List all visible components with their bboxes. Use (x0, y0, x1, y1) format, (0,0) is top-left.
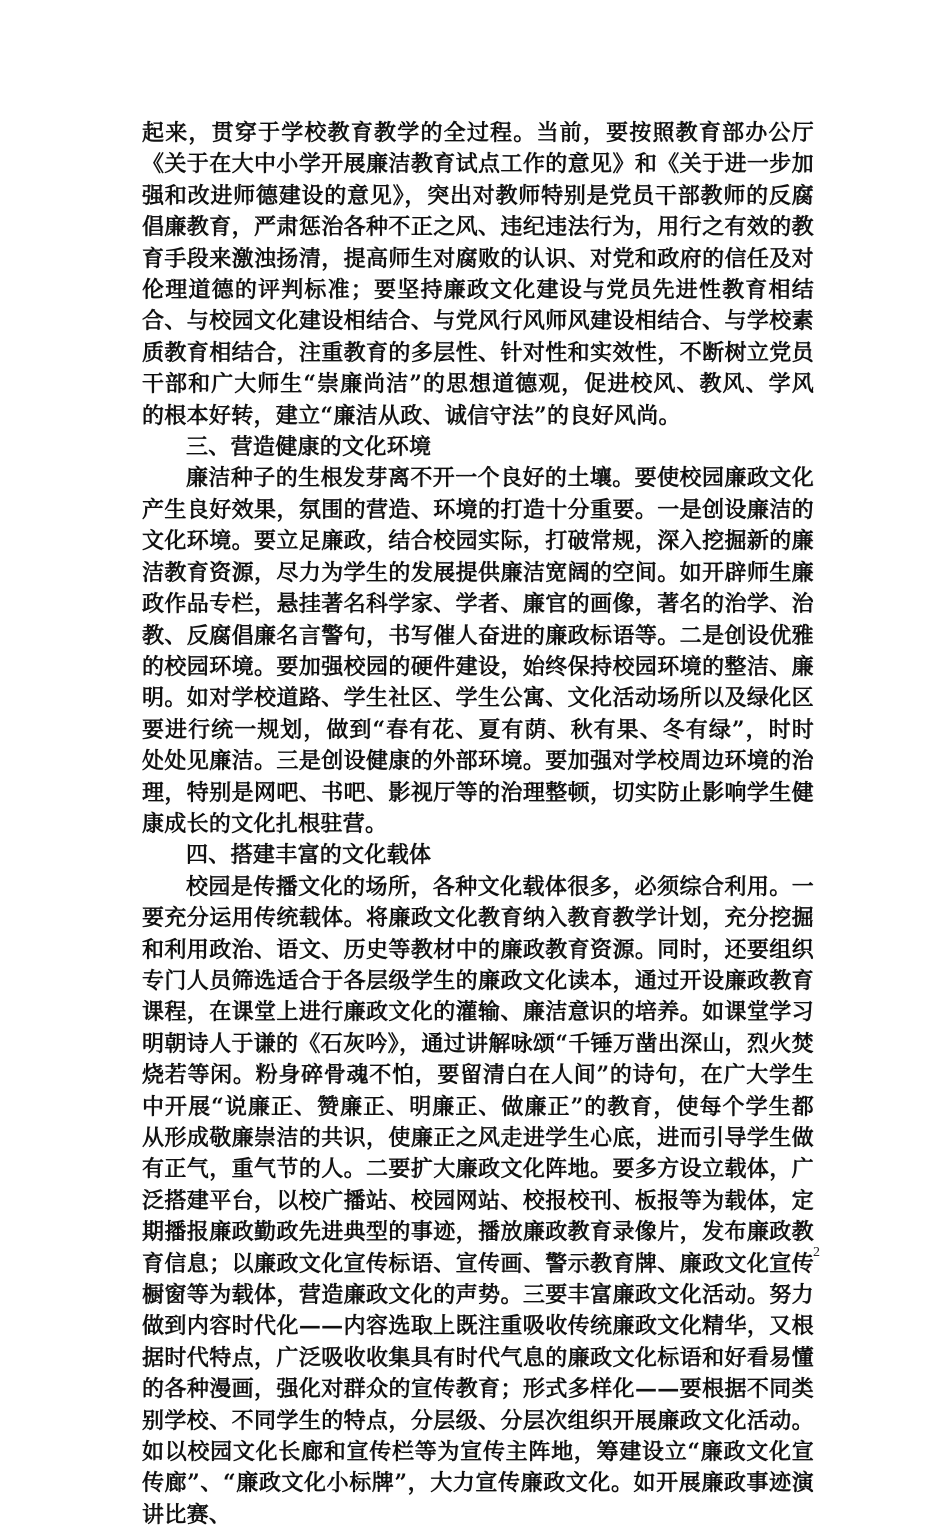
section-heading-4: 四、搭建丰富的文化载体 (186, 842, 432, 869)
paragraph-continued: 起来，贯穿于学校教育教学的全过程。当前，要按照教育部办公厅《关于在大中小学开展廉洁教育试点工作的意见》和《关于进一步加强和改进师德建设的意见》，突出对教师特别是党员干部教师的反腐倡廉教育，严肃惩治各种不正之风、违纪违法行为，用行之有效的教育手段来激浊扬清，提高师生对腐败的认识、对党和政府的信任及对伦理道德的评判标准；要坚持廉政文化建设与党员先进性教育相结合、与校园文化建设相结合、与党风行风师风建设相结合、与学校素质教育相结合，注重教育的多层性、针对性和实效性，不断树立党员干部和广大师生“崇廉尚洁”的思想道德观，促进校风、教风、学风的根本好转，建立“廉洁从政、诚信守法”的良好风尚。 (142, 120, 814, 429)
page-number: 2 (813, 1245, 820, 1260)
document-body (142, 118, 814, 1531)
paragraph-culture-environment: 廉洁种子的生根发芽离不开一个良好的土壤。要使校园廉政文化产生良好效果，氛围的营造、环境的打造十分重要。一是创设廉洁的文化环境。要立足廉政，结合校园实际，打破常规，深入挖掘新的廉洁教育资源，尽力为学生的发展提供廉洁宽阔的空间。如开辟师生廉政作品专栏，悬挂著名科学家、学者、廉官的画像，著名的治学、治教、反腐倡廉名言警句，书写催人奋进的廉政标语等。二是创设优雅的校园环境。要加强校园的硬件建设，始终保持校园环境的整洁、廉明。如对学校道路、学生社区、学生公寓、文化活动场所以及绿化区要进行统一规划，做到“春有花、夏有荫、秋有果、冬有绿”，时时处处见廉洁。三是创设健康的外部环境。要加强对学校周边环境的治理，特别是网吧、书吧、影视厅等的治理整顿，切实防止影响学生健康成长的文化扎根驻营。 (142, 465, 814, 837)
section-heading-3: 三、营造健康的文化环境 (186, 434, 432, 461)
paragraph-culture-carriers: 校园是传播文化的场所，各种文化载体很多，必须综合利用。一要充分运用传统载体。将廉政文化教育纳入教育教学计划，充分挖掘和利用政治、语文、历史等教材中的廉政教育资源。同时，还要组织专门人员筛选适合于各层级学生的廉政文化读本，通过开设廉政教育课程，在课堂上进行廉政文化的灌输、廉洁意识的培养。如课堂学习明朝诗人于谦的《石灰吟》，通过讲解咏颂“千锤万凿出深山，烈火焚烧若等闲。粉身碎骨魂不怕，要留清白在人间”的诗句，在广大学生中开展“说廉正、赞廉正、明廉正、做廉正”的教育，使每个学生都从形成敬廉崇洁的共识，使廉正之风走进学生心底，进而引导学生做有正气，重气节的人。二要扩大廉政文化阵地。要多方设立载体，广泛搭建平台，以校广播站、校园网站、校报校刊、板报等为载体，定期播报廉政勤政先进典型的事迹，播放廉政教育录像片，发布廉政教育信息；以廉政文化宣传标语、宣传画、警示教育牌、廉政文化宣传橱窗等为载体，营造廉政文化的声势。三要丰富廉政文化活动。努力做到内容时代化——内容选取上既注重吸收传统廉政文化精华，又根据时代特点，广泛吸收收集具有时代气息的廉政文化标语和好看易懂的各种漫画，强化对群众的宣传教育；形式多样化——要根据不同类别学校、不同学生的特点，分层级、分层次组织开展廉政文化活动。如以校园文化长廊和宣传栏等为宣传主阵地，筹建设立“廉政文化宣传廊”、“廉政文化小标牌”，大力宣传廉政文化。如开展廉政事迹演讲比赛、 (142, 873, 814, 1528)
